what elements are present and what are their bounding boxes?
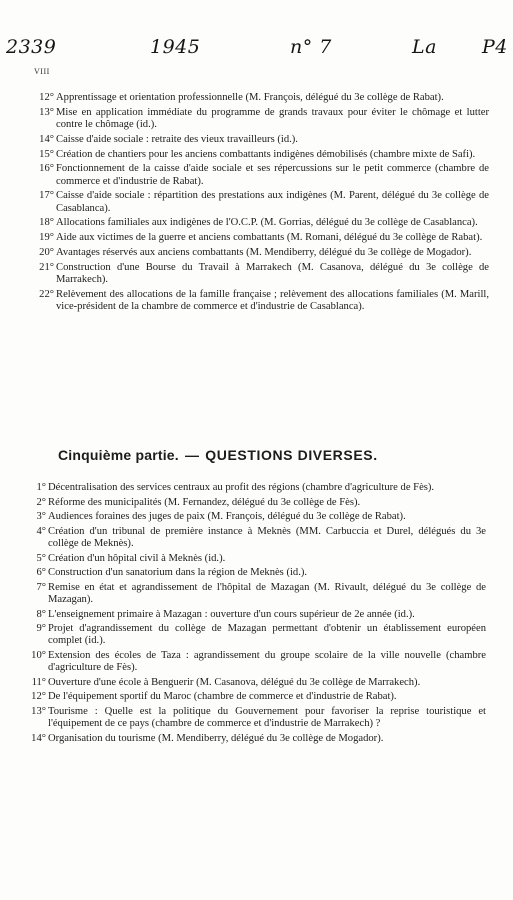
list-item: [0, 107, 513, 131]
list-item: [0, 567, 513, 579]
list-item: [0, 247, 513, 259]
handwritten-year: 1945: [150, 36, 201, 58]
list-item: [0, 482, 513, 494]
handwritten-la: La: [412, 36, 437, 58]
item-number: 20°: [39, 246, 54, 258]
list-item: [0, 134, 513, 146]
item-text: Construction d'une Bourse du Travail à Marrakech (M. Casanova, délégué du 3e collège de Marrakech).: [56, 261, 489, 285]
item-number: 10°: [31, 649, 46, 661]
list-item: [0, 217, 513, 229]
item-text: Tourisme : Quelle est la politique du Gouvernement pour favoriser la reprise touristique et l'équipement de ce pays (chambre de commerce et d'industrie de Marrakech) ?: [48, 705, 486, 730]
item-text: Construction d'un sanatorium dans la région de Meknès (id.).: [48, 567, 308, 579]
handwritten-issue-number: n° 7: [290, 36, 332, 58]
item-text: Remise en état et agrandissement de l'hôpital de Mazagan (M. Rivault, délégué du 3e collège de Mazagan).: [48, 581, 486, 605]
handwritten-archive-number: 2339: [6, 36, 57, 58]
item-text: Ouverture d'une école à Benguerir (M. Casanova, délégué du 3e collège de Marrakech).: [48, 676, 421, 688]
item-number: 13°: [39, 106, 54, 118]
list-item: [0, 289, 513, 313]
item-text: Réforme des municipalités (M. Fernandez, délégué du 3e collège de Fès).: [48, 496, 361, 508]
item-text: Extension des écoles de Taza : agrandissement du groupe scolaire de la ville nouvelle (chambre d'agriculture de Fès).: [48, 649, 486, 674]
list-item: [0, 92, 513, 104]
item-text: De l'équipement sportif du Maroc (chambre de commerce et d'industrie de Rabat).: [48, 691, 397, 703]
item-text: Avantages réservés aux anciens combattants (M. Mendiberry, délégué du 3e collège de Mogador).: [56, 246, 472, 258]
item-number: 12°: [39, 92, 54, 103]
list-item: [0, 733, 513, 745]
list-item: [0, 553, 513, 565]
item-number: 2°: [36, 496, 46, 508]
item-number: 4°: [36, 525, 46, 537]
page-number-roman: VIII: [34, 67, 50, 76]
item-number: 14°: [39, 133, 54, 145]
heading-dash: —: [184, 447, 200, 463]
item-text: Création d'un tribunal de première instance à Meknès (MM. Carbuccia et Durel, délégués du 3e collège de Meknès).: [48, 525, 486, 549]
section-heading: [58, 447, 498, 463]
list-item: [0, 497, 513, 509]
item-text: Décentralisation des services centraux au profit des régions (chambre d'agriculture de Fès).: [48, 482, 435, 493]
item-text: Caisse d'aide sociale : répartition des prestations aux indigènes (M. Parent, délégué du 3e collège de Casablanca).: [56, 190, 489, 214]
item-text: Allocations familiales aux indigènes de l'O.C.P. (M. Gorrias, délégué du 3e collège de Casablanca).: [56, 217, 478, 229]
part5-question-list: [0, 482, 513, 747]
list-item: [0, 190, 513, 214]
item-number: 15°: [39, 148, 54, 160]
list-item: [0, 163, 513, 187]
item-number: 21°: [39, 261, 54, 273]
item-text: Projet d'agrandissement du collège de Mazagan permettant d'obtenir un établissement européen complet (id.).: [48, 623, 486, 647]
item-number: 8°: [36, 608, 46, 620]
item-text: Organisation du tourisme (M. Mendiberry, délégué du 3e collège de Mogador).: [48, 732, 384, 744]
heading-part: Cinquième partie.: [58, 447, 179, 463]
item-number: 17°: [39, 190, 54, 202]
item-number: 19°: [39, 232, 54, 244]
list-item: [0, 149, 513, 161]
handwritten-page-ref: P4: [482, 36, 508, 58]
list-item: [0, 677, 513, 689]
item-text: Caisse d'aide sociale : retraite des vieux travailleurs (id.).: [56, 133, 298, 145]
item-number: 9°: [36, 623, 46, 635]
heading-subject: QUESTIONS DIVERSES.: [205, 447, 378, 463]
item-text: Relèvement des allocations de la famille française ; relèvement des allocations familiales (M. Marill, vice-président de la chambre de commerce et d'industrie de Casablanca).: [56, 288, 489, 312]
list-item: [0, 232, 513, 244]
item-number: 7°: [36, 581, 46, 593]
list-item: [0, 609, 513, 621]
item-text: Création de chantiers pour les anciens combattants indigènes démobilisés (chambre mixte de Safi).: [56, 148, 476, 160]
item-text: Audiences foraines des juges de paix (M. François, délégué du 3e collège de Rabat).: [48, 511, 406, 523]
item-text: Apprentissage et orientation professionnelle (M. François, délégué du 3e collège de Rabat).: [56, 92, 444, 103]
item-number: 22°: [39, 288, 54, 300]
item-text: Aide aux victimes de la guerre et anciens combattants (M. Romani, délégué du 3e collège de Rabat).: [56, 232, 483, 244]
item-text: Fonctionnement de la caisse d'aide sociale et ses répercussions sur le petit commerce (chambre de commerce et d'industrie de Rabat).: [56, 163, 489, 187]
list-item: [0, 511, 513, 523]
item-text: Mise en application immédiate du programme de grands travaux pour éviter le chômage et lutter contre le chômage (id.).: [56, 106, 489, 130]
part4-question-list: [0, 92, 513, 316]
item-number: 3°: [36, 511, 46, 523]
list-item: [0, 706, 513, 730]
item-number: 11°: [31, 676, 46, 688]
item-text: Création d'un hôpital civil à Meknès (id.).: [48, 552, 226, 564]
list-item: [0, 691, 513, 703]
list-item: [0, 650, 513, 674]
item-number: 1°: [36, 482, 46, 493]
list-item: [0, 526, 513, 550]
item-number: 13°: [31, 705, 46, 717]
item-number: 18°: [39, 217, 54, 229]
list-item: [0, 582, 513, 606]
list-item: [0, 623, 513, 647]
item-number: 12°: [31, 691, 46, 703]
item-number: 14°: [31, 732, 46, 744]
list-item: [0, 262, 513, 286]
item-number: 5°: [36, 552, 46, 564]
item-number: 6°: [36, 567, 46, 579]
item-text: L'enseignement primaire à Mazagan : ouverture d'un cours supérieur de 2e année (id.).: [48, 608, 415, 620]
item-number: 16°: [39, 163, 54, 175]
